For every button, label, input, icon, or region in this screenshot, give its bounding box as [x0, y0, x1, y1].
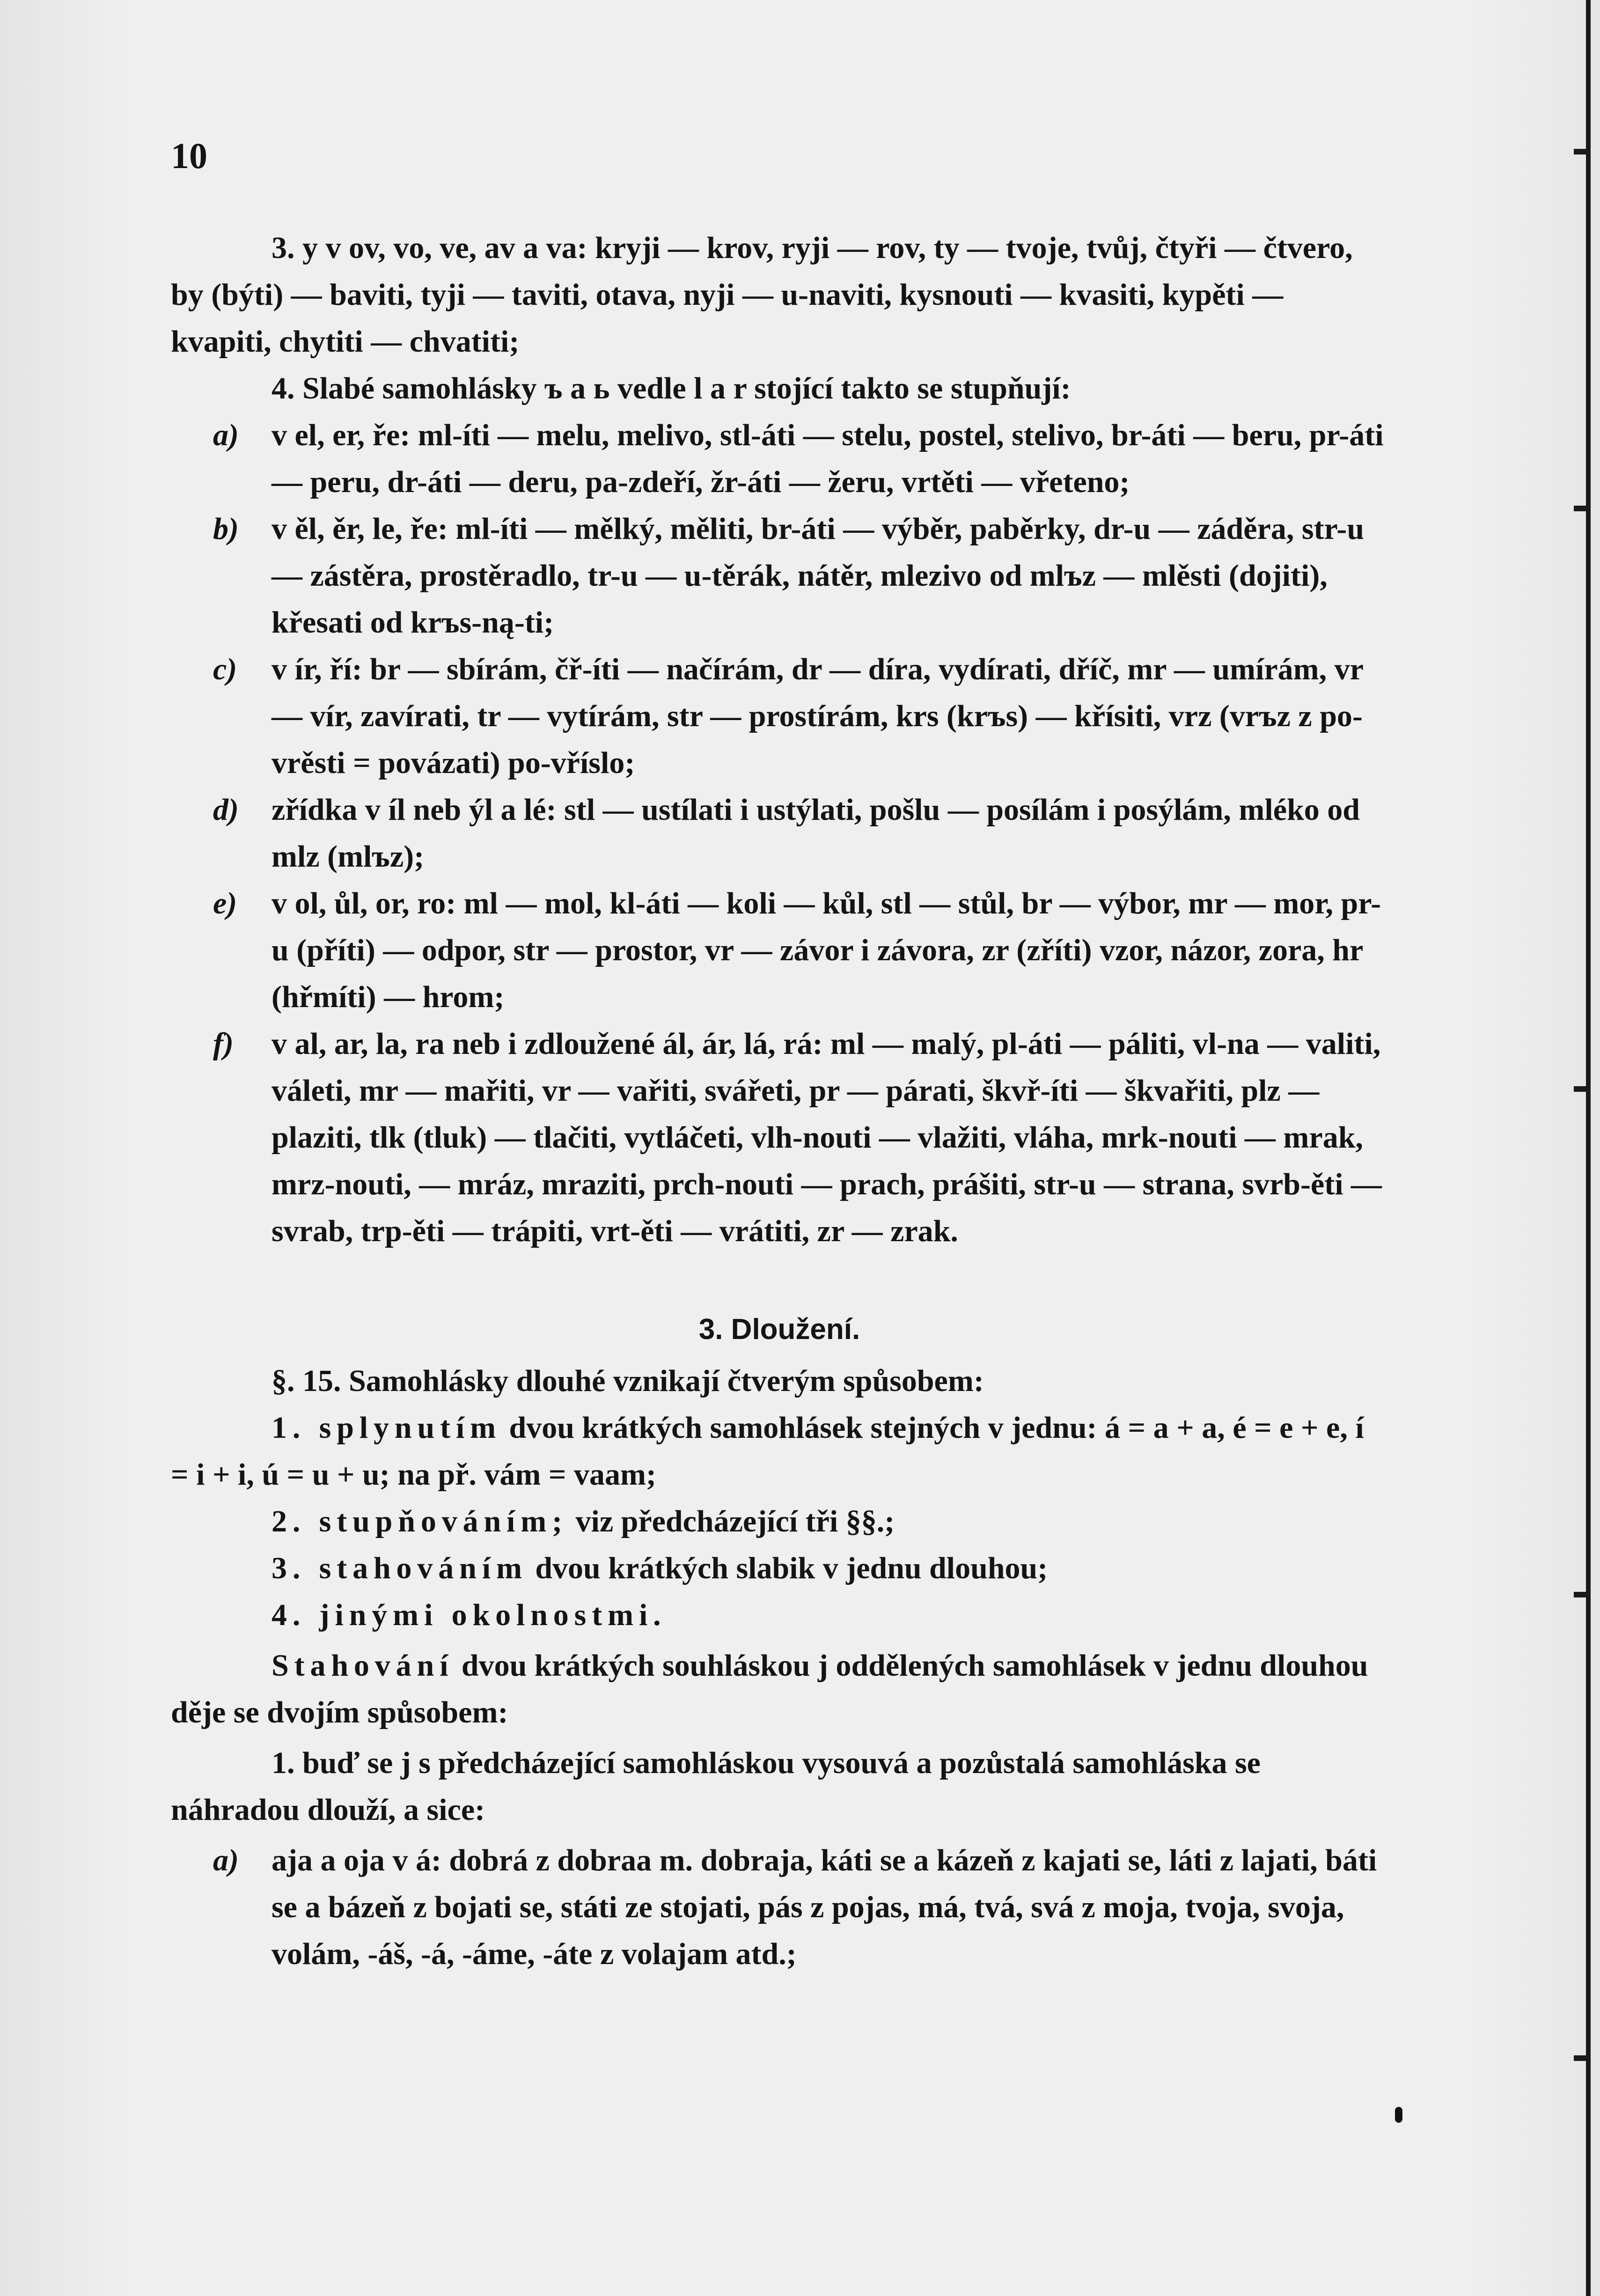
section-heading: 3. Dloužení. [698, 1313, 860, 1346]
item-label: a) [213, 418, 239, 452]
item-label: b) [213, 512, 239, 546]
page-edge-tick [1574, 1592, 1590, 1597]
page-edge-tick [1574, 149, 1590, 155]
item-text: zřídka v íl neb ýl a lé: stl — ustílati i ustýlati, pošlu — posílám i posýlám, mléko od mlz (mlъz); [272, 793, 1360, 874]
item-text: aja a oja v á: dobrá z dobraa m. dobraja, káti se a kázeň z kajati se, láti z lajati, báti se a bázeň z bojati se, státi ze stojati, pás z pojas, má, tvá, svá z moja, tvoja, svoja, volám, -áš, -á, -áme, -áte z volajam atd.; [272, 1843, 1377, 1971]
list-item-c [171, 646, 1388, 787]
method-text: dvou krátkých slabik v jednu dlouhou; [535, 1551, 1048, 1585]
list-item-a-last [171, 1837, 1388, 1978]
paragraph-bud: 1. buď se j s předcházející samohláskou vysouvá a pozůstalá samohláska se náhradou dlouží, a sice: [171, 1746, 1261, 1827]
ink-dot [1395, 2107, 1402, 2123]
item-text: v al, ar, la, ra neb i zdloužené ál, ár, lá, rá: ml — malý, pl-áti — páliti, vl-na — valiti, váleti, mr — mařiti, vr — vařiti, svářeti, pr — párati, škvř-íti — škvařiti, plz — plaziti, tlk (tluk) — tlačiti, vytláčeti, vlh-nouti — vlažiti, vláha, mrk-nouti — mrak, mrz-nouti, — mráz, mraziti, prch-nouti — prach, prášiti, str-u — strana, svrb-ěti — svrab, trp-ěti — trápiti, vrt-ěti — vrátiti, zr — zrak. [272, 1027, 1382, 1248]
method-text: viz předcházející tři §§.; [575, 1504, 895, 1538]
list-item-f [171, 1021, 1388, 1255]
paragraph-s15: §. 15. Samohlásky dlouhé vznikají čtverým spůsobem: [272, 1364, 984, 1398]
item-text: v el, er, ře: ml-íti — melu, melivo, stl-áti — stelu, postel, stelivo, br-áti — beru, pr-áti — peru, dr-áti — deru, pa-zdeří, žr-áti — žeru, vrtěti — vřeteno; [272, 418, 1384, 499]
paragraph-4: 4. Slabé samohlásky ъ a ь vedle l a r stojící takto se stupňují: [272, 371, 1071, 405]
method-lead: 4. jinými okolnostmi. [272, 1598, 667, 1632]
list-item-b [171, 506, 1388, 646]
method-3 [171, 1545, 1388, 1592]
item-label: c) [213, 652, 237, 686]
page-text [171, 225, 1388, 1978]
item-text: v ír, ří: br — sbírám, čř-íti — načírám, dr — díra, vydírati, dříč, mr — umírám, vr — vír, zavírati, tr — vytírám, str — prostírám, krs (krъs) — křísiti, vrz (vrъz z po-vrěsti = povázati) po-vříslo; [272, 652, 1363, 780]
method-2 [171, 1498, 1388, 1545]
stahovani-lead: Stahování [272, 1648, 454, 1683]
page-number: 10 [171, 135, 207, 176]
item-text: v ol, ůl, or, ro: ml — mol, kl-áti — koli — kůl, stl — stůl, br — výbor, mr — mor, pr-u (příti) — odpor, str — prostor, vr — závor i závora, zr (zříti) vzor, názor, zora, hr (hřmíti) — hrom; [272, 886, 1381, 1014]
page-edge-tick [1574, 1086, 1590, 1092]
page-edge-tick [1574, 2055, 1590, 2061]
item-label: e) [213, 886, 237, 920]
method-lead: 2. stupňováním; [272, 1504, 568, 1538]
item-label: f) [213, 1027, 234, 1061]
list-item-e [171, 880, 1388, 1021]
item-label: d) [213, 793, 239, 827]
list-item-a [171, 412, 1388, 506]
list-item-d [171, 787, 1388, 880]
page-edge-tick [1574, 506, 1590, 511]
stahovani-text: dvou krátkých souhláskou j oddělených samohlásek v jednu dlouhou děje se dvojím spůsobem: [171, 1648, 1368, 1729]
item-text: v ěl, ěr, le, ře: ml-íti — mělký, měliti, br-áti — výběr, paběrky, dr-u — záděra, str-u — zástěra, prostěradlo, tr-u — u-těrák, nátěr, mlezivo od mlъz — mlěsti (dojiti), křesati od krъs-ną-ti; [272, 512, 1365, 640]
paragraph-3: 3. y v ov, vo, ve, av a va: kryji — krov, ryji — rov, ty — tvoje, tvůj, čtyři — čtvero, by (býti) — baviti, tyji — taviti, otava, nyji — u-naviti, kysnouti — kvasiti, kypěti — kvapiti, chytiti — chvatiti; [171, 231, 1353, 359]
method-text: dvou krátkých samohlásek stejných v jednu: á = a + a, é = e + e, í = i + i, ú = u + u; na př. vám = vaam; [171, 1411, 1364, 1492]
item-label: a) [213, 1843, 239, 1877]
method-lead: 1. splynutím [272, 1411, 501, 1445]
method-4 [171, 1592, 1388, 1639]
method-1 [171, 1405, 1388, 1498]
paragraph-stahovani [171, 1642, 1388, 1736]
page-edge-line [1586, 0, 1591, 2296]
method-lead: 3. stahováním [272, 1551, 528, 1585]
